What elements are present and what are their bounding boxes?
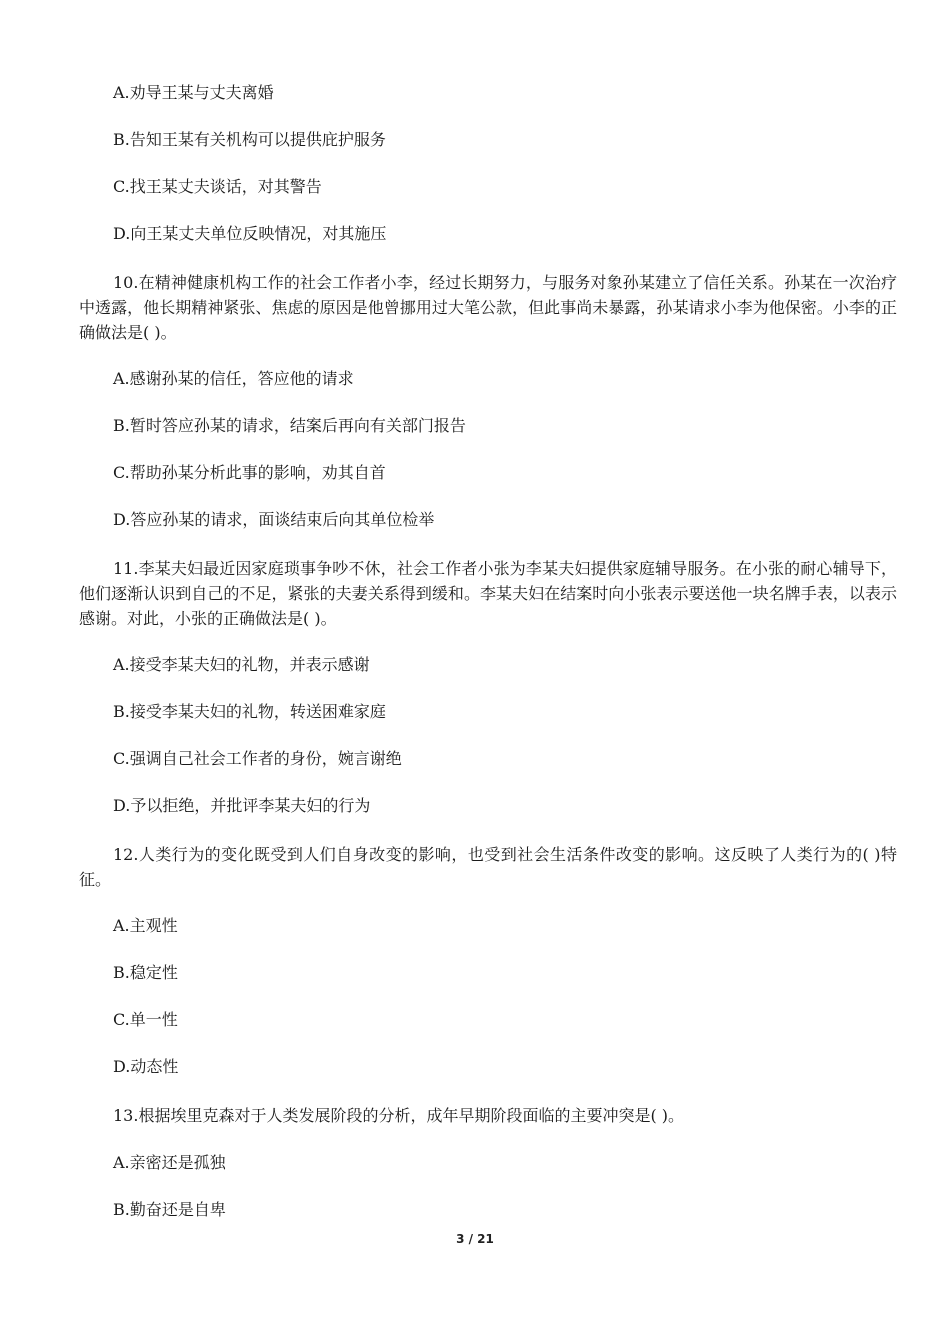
q9-option-a: A.劝导王某与丈夫离婚 [113,83,274,102]
question-13-text: 13.根据埃里克森对于人类发展阶段的分析，成年早期阶段面临的主要冲突是( )。 [113,1106,685,1125]
q10-option-d: D.答应孙某的请求，面谈结束后向其单位检举 [113,510,435,529]
q11-option-d: D.予以拒绝，并批评李某夫妇的行为 [113,796,371,815]
q12-option-c: C.单一性 [113,1010,178,1029]
q10-option-b: B.暂时答应孙某的请求，结案后再向有关部门报告 [113,416,466,435]
question-11-text: 11.李某夫妇最近因家庭琐事争吵不休，社会工作者小张为李某夫妇提供家庭辅导服务。在小张的耐心辅导下，他们逐渐认识到自己的不足，紧张的夫妻关系得到缓和。李某夫妇在结案时向小张表示要送他一块名牌手表，以表示感谢。对此，小张的正确做法是( )。 [79,559,897,628]
q13-option-b: B.勤奋还是自卑 [113,1200,226,1219]
q10-option-c: C.帮助孙某分析此事的影响，劝其自首 [113,463,386,482]
q12-option-b: B.稳定性 [113,963,178,982]
q12-option-d: D.动态性 [113,1057,179,1076]
q9-option-b: B.告知王某有关机构可以提供庇护服务 [113,130,386,149]
q11-option-b: B.接受李某夫妇的礼物，转送困难家庭 [113,702,386,721]
q9-option-d: D.向王某丈夫单位反映情况，对其施压 [113,224,387,243]
question-12-text: 12.人类行为的变化既受到人们自身改变的影响，也受到社会生活条件改变的影响。这反映了人类行为的( )特征。 [79,845,897,889]
question-10-text: 10.在精神健康机构工作的社会工作者小李，经过长期努力，与服务对象孙某建立了信任关系。孙某在一次治疗中透露，他长期精神紧张、焦虑的原因是他曾挪用过大笔公款，但此事尚未暴露，孙某请求小李为他保密。小李的正确做法是( )。 [79,273,897,342]
q13-option-a: A.亲密还是孤独 [113,1153,226,1172]
q10-option-a: A.感谢孙某的信任，答应他的请求 [113,369,354,388]
page-number: 3 / 21 [456,1232,494,1246]
q11-option-c: C.强调自己社会工作者的身份，婉言谢绝 [113,749,402,768]
q11-option-a: A.接受李某夫妇的礼物，并表示感谢 [113,655,370,674]
q9-option-c: C.找王某丈夫谈话，对其警告 [113,177,322,196]
q12-option-a: A.主观性 [113,916,178,935]
